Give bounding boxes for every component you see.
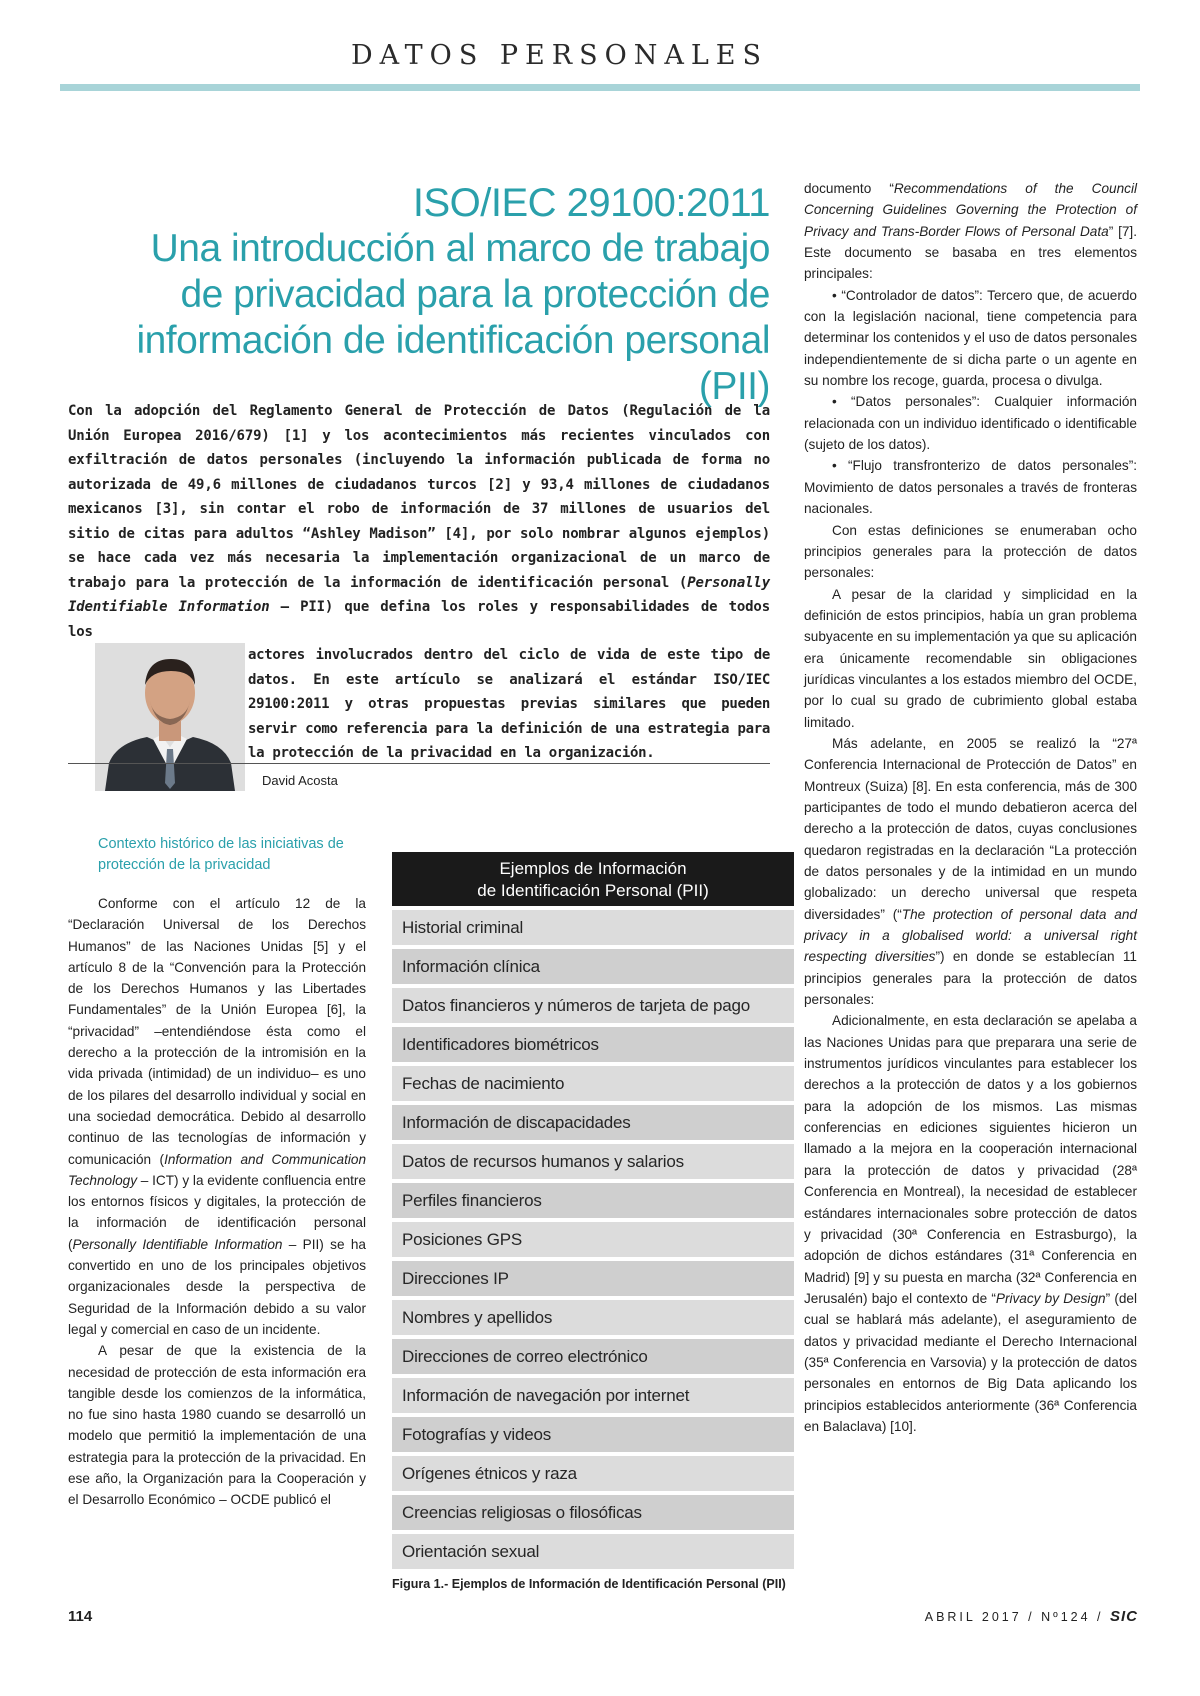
lead-paragraph-continued: actores involucrados dentro del ciclo de vida de este tipo de datos. En este artículo se analizará el estándar ISO/IEC 29100:2011 y otras propuestas previas similares que pueden servir como referencia para la definición de una estrategia para la protección de la privacidad en la organización.: [248, 647, 770, 761]
issue-text: ABRIL 2017 / Nº124 /: [924, 1610, 1104, 1624]
italic-run: Personally Identifiable Information: [72, 1236, 283, 1252]
issue-info: [925, 1608, 1138, 1625]
lead-text: Con la adopción del Reglamento General de Protección de Datos (Regulación de la Unión Europea 2016/679) [1] y los acontecimientos más recientes vinculados con exfiltración de datos personales (incluyendo la información publicada de forma no autorizada de 49,6 millones de ciudadanos turcos [2] y 93,4 millones de ciudadanos mexicanos [3], sin contar el robo de información de 37 millones de usuarios del sitio de citas para adultos “Ashley Madison” [4], por solo nombrar algunos ejemplos) se hace cada vez más necesaria la implementación organizacional de un marco de trabajo para la protección de la información de identificación personal (: [68, 403, 770, 591]
figure-caption: Figura 1.- Ejemplos de Información de Identificación Personal (PII): [392, 1577, 786, 1591]
table-row: Historial criminal: [392, 910, 794, 945]
italic-run: Privacy by Design: [995, 1290, 1106, 1306]
pii-examples-table: [392, 852, 794, 1569]
title-line: información de identificación personal (PII): [136, 319, 770, 408]
table-row: Datos de recursos humanos y salarios: [392, 1144, 794, 1179]
header-rule: [60, 84, 1140, 91]
text-run: Adicionalmente, en esta declaración se apelaba a las Naciones Unidas para que preparara una serie de instrumentos jurídicos vinculantes para establecer los derechos a la protección de datos y a los gobiernos para la adopción de los mismos. Las mismas conferencias en ediciones siguientes hicieron un llamado a la mejora en la cooperación internacional para la protección de datos y privacidad (28ª Conferencia en Montreal), la necesidad de establecer estándares internacionales sobre protección de datos y privacidad (30ª Conferencia en Estrasburgo), la adopción de dichos estándares (31ª Conferencia en Madrid) [9] y su puesta en marcha (32ª Conferencia en Jerusalén) bajo el contexto de “: [804, 1013, 1137, 1306]
text-run: Más adelante, en 2005 se realizó la “27ª Conferencia Internacional de Protección de Datos” en Montreux (Suiza) [8]. En esta conferencia, más de 300 participantes de todo el mundo debatieron acerca del derecho a la protección de datos, cuyas conclusiones quedaron registradas en la declaración “La protección de datos personales y de la intimidad en un mundo globalizado: un derecho universal que respeta diversidades” (“: [804, 735, 1137, 922]
pii-table-header-line: de Identificación Personal (PII): [477, 881, 709, 900]
paragraph: [804, 733, 1137, 1010]
text-run: documento “: [804, 181, 894, 196]
text-run: ” [7]. Este documento se basaba en tres elementos principales:: [804, 223, 1137, 282]
table-row: Nombres y apellidos: [392, 1300, 794, 1335]
paragraph: Con estas definiciones se enumeraban ocho principios generales para la protección de datos personales:: [804, 522, 1137, 581]
title-line: de privacidad para la protección de: [180, 273, 770, 316]
paragraph: A pesar de la claridad y simplicidad en la definición de estos principios, había un gran problema subyacente en su implementación ya que su aplicación era únicamente recomendable sin obligaciones jurídicas vinculantes a los estados miembro del OCDE, por lo cual su grado de cubrimiento global estaba limitado.: [804, 586, 1137, 730]
bullet-item: • “Flujo transfronterizo de datos personales”: Movimiento de datos personales a través de fronteras nacionales.: [804, 458, 1137, 517]
table-row: Información de navegación por internet: [392, 1378, 794, 1413]
paragraph: A pesar de que la existencia de la necesidad de protección de esta información era tangible desde los comienzos de la informática, no fue sino hasta 1980 cuando se desarrolló un modelo que permitió la implementación de una estrategia para la protección de la privacidad. En ese año, la Organización para la Cooperación y el Desarrollo Económico – OCDE publicó el: [68, 1343, 366, 1508]
table-row: Información de discapacidades: [392, 1105, 794, 1140]
italic-run: The protection of personal data and privacy in a globalised world: a universal right respecting diversities: [804, 906, 1137, 965]
author-name: David Acosta: [262, 773, 338, 788]
bullet-item: • “Datos personales”: Cualquier información relacionada con un individuo identificado o identificable (sujeto de los datos).: [804, 394, 1137, 453]
text-run: – ICT) y la evidente confluencia entre los entornos físicos y digitales, la protección de la información de identificación personal (: [68, 1172, 366, 1252]
title-line: ISO/IEC 29100:2011: [412, 181, 770, 225]
author-photo: [95, 643, 245, 791]
table-row: Direcciones IP: [392, 1261, 794, 1296]
table-row: Orientación sexual: [392, 1534, 794, 1569]
table-row: Fechas de nacimiento: [392, 1066, 794, 1101]
paragraph: [804, 178, 1137, 285]
paragraph: [68, 893, 366, 1340]
table-row: Fotografías y videos: [392, 1417, 794, 1452]
italic-run: Recommendations of the Council Concerning Guidelines Governing the Protection of Privacy and Trans-Border Flows of Personal Data: [804, 181, 1137, 239]
section-heading: Contexto histórico de las iniciativas de protección de la privacidad: [98, 836, 344, 873]
table-row: Perfiles financieros: [392, 1183, 794, 1218]
text-run: Conforme con el artículo 12 de la “Declaración Universal de los Derechos Humanos” de las Naciones Unidas [5] y el artículo 8 de la “Convención para la Protección de los Derechos Humanos y las Libertades Fundamentales” de la Unión Europea [6], la “privacidad” –entendiéndose ésta como el derecho a la protección de la intromisión en la vida privada (intimidad) de un individuo– es uno de los pilares del desarrollo individual y social en una sociedad democrática. Debido al desarrollo continuo de las tecnologías de información y comunicación (: [68, 896, 366, 1167]
left-column: [68, 893, 366, 1511]
lead-text: – PII) que defina los roles y responsabilidades de todos los: [68, 599, 770, 640]
table-row: Información clínica: [392, 949, 794, 984]
paragraph: [804, 1010, 1137, 1437]
table-row: Posiciones GPS: [392, 1222, 794, 1257]
author-divider: [68, 763, 770, 764]
table-row: Datos financieros y números de tarjeta de pago: [392, 988, 794, 1023]
lead-paragraph: [68, 399, 770, 644]
table-row: Direcciones de correo electrónico: [392, 1339, 794, 1374]
pii-table-header-line: Ejemplos de Información: [499, 859, 687, 878]
right-column: [804, 178, 1137, 1437]
magazine-name: SIC: [1109, 1608, 1138, 1625]
text-run: ” (del cual se hablará más adelante), el aseguramiento de datos y privacidad mediante el Derecho Internacional (35ª Conferencia en Varsovia) y la protección de datos personales en entornos de Big Data aplicando los principios establecidos anteriormente (36ª Conferencia en Balaclava) [10].: [804, 1290, 1137, 1434]
title-line: Una introducción al marco de trabajo: [150, 227, 770, 270]
text-run: – PII) se ha convertido en uno de los principales objetivos organizacionales desde la perspectiva de Seguridad de la Información debido a su valor legal y comercial en caso de un incidente.: [68, 1236, 366, 1337]
table-row: Orígenes étnicos y raza: [392, 1456, 794, 1491]
lead-italic: Personally Identifiable Information: [68, 574, 770, 615]
table-row: Identificadores biométricos: [392, 1027, 794, 1062]
article-title: [60, 180, 770, 410]
pii-table-header: [392, 852, 794, 906]
page-number: 114: [68, 1608, 93, 1625]
author-portrait-icon: [95, 643, 245, 791]
table-row: Creencias religiosas o filosóficas: [392, 1495, 794, 1530]
italic-run: Information and Communication Technology: [68, 1151, 366, 1188]
text-run: ”) en donde se establecían 11 principios generales para la protección de datos personales:: [804, 949, 1137, 1008]
bullet-item: • “Controlador de datos”: Tercero que, de acuerdo con la legislación nacional, tiene competencia para determinar los contenidos y el uso de datos personales independientemente de si dicha parte o un agente en su nombre los recoge, guarda, procesa o divulga.: [804, 287, 1137, 389]
section-header: DATOS PERSONALES: [351, 40, 768, 71]
